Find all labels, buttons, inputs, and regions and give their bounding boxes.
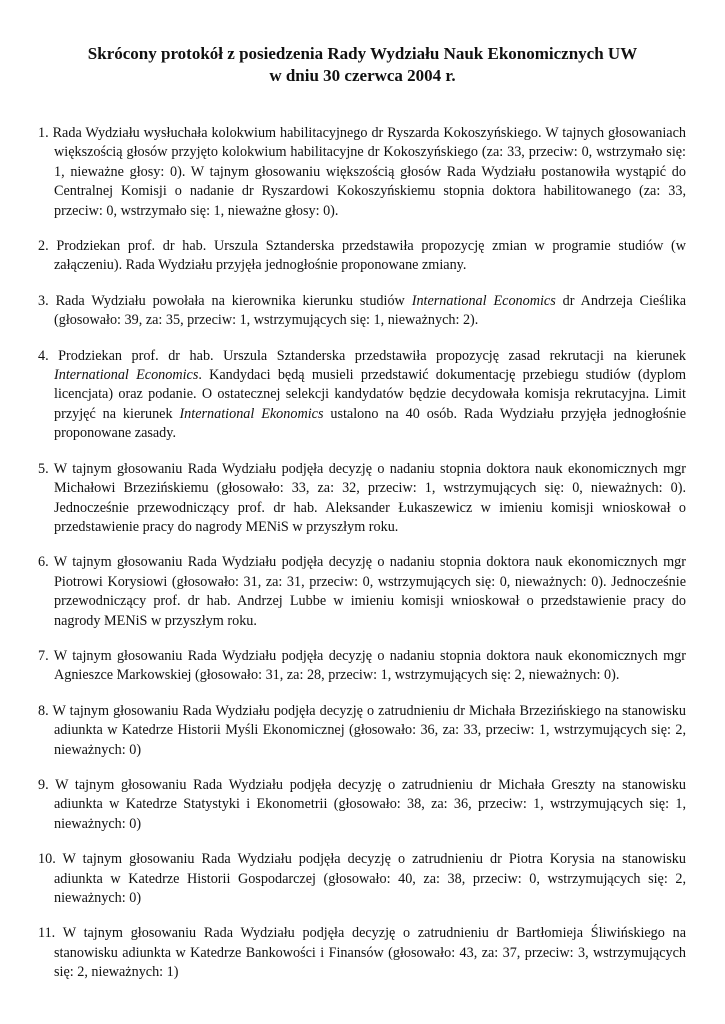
list-item-4 — [38, 347, 686, 444]
item-number: 9. — [38, 776, 49, 793]
item-number: 7. — [38, 647, 49, 664]
item-text: Prodziekan prof. dr hab. Urszula Sztanderska przedstawiła propozycję zasad rekrutacji na kierunek — [58, 347, 687, 364]
resolution-list — [38, 124, 686, 999]
item-text: dr Andrzeja Cieślika (głosowało: 39, za: 35, przeciw: 1, wstrzymujących się: 1, nieważnych: 2). — [54, 292, 687, 329]
item-number: 11. — [38, 925, 56, 942]
item-text: Rada Wydziału wysłuchała kolokwium habilitacyjnego dr Ryszarda Kokoszyńskiego. W tajnych głosowaniach większością głosów przyjęto kolokwium habilitacyjne dr Kokoszyńskiego (za: 33, przeciw: 0, wstrzymało się: 1, nieważne głosy: 0). W tajnym głosowaniu większością głosów Rada Wydziału postanowiła wystąpić do Centralnej Komisji o nadanie dr Ryszardowi Kokoszyńskiemu stopnia doktora habilitowanego (za: 33, przeciw: 0, wstrzymało się: 1, nieważne głosy: 0). — [52, 125, 686, 219]
item-italic-term: International Economics — [411, 292, 556, 309]
item-italic-term: International Ekonomics — [179, 405, 324, 422]
item-text: W tajnym głosowaniu Rada Wydziału podjęła decyzję o nadaniu stopnia doktora nauk ekonomicznych mgr Michałowi Brzezińskiemu (głosowało: 33, za: 32, przeciw: 1, wstrzymujących się: 0, nieważnych: 0). Jednocześnie przewodniczący prof. dr hab. Aleksander Łukaszewicz w imieniu komisji wnioskował o przedstawienie pracy do nagrody MENiS w przyszłym roku. — [53, 460, 686, 535]
title-line-1: Skrócony protokół z posiedzenia Rady Wydziału Nauk Ekonomicznych UW — [87, 44, 638, 63]
item-number: 4. — [38, 347, 49, 364]
item-text: W tajnym głosowaniu Rada Wydziału podjęła decyzję o zatrudnieniu dr Michała Greszty na stanowisku adiunkta w Katedrze Statystyki i Ekonometrii (głosowało: 38, za: 36, przeciw: 1, wstrzymujących się: 1, nieważnych: 0) — [54, 776, 687, 832]
item-italic-term: International Economics — [54, 367, 199, 384]
list-item-1 — [38, 124, 686, 221]
item-number: 8. — [38, 702, 49, 719]
list-item-5 — [38, 460, 686, 538]
item-text: W tajnym głosowaniu Rada Wydziału podjęła decyzję o zatrudnieniu dr Michała Brzezińskiego na stanowisku adiunkta w Katedrze Historii Myśli Ekonomicznej (głosowało: 36, za: 33, przeciw: 1, wstrzymujących się: 2, nieważnych: 0) — [52, 702, 686, 758]
item-number: 6. — [38, 554, 49, 571]
item-number: 2. — [38, 238, 49, 255]
item-text: W tajnym głosowaniu Rada Wydziału podjęła decyzję o zatrudnieniu dr Piotra Korysia na stanowisku adiunkta w Katedrze Historii Gospodarczej (głosowało: 40, za: 38, przeciw: 0, wstrzymujących się: 2, nieważnych: 0) — [54, 851, 686, 906]
list-item-2 — [38, 237, 686, 276]
list-item-11 — [38, 924, 686, 982]
title-line-2: w dniu 30 czerwca 2004 r. — [269, 66, 456, 85]
list-item-9 — [38, 776, 686, 834]
document-title — [40, 43, 685, 87]
item-text: W tajnym głosowaniu Rada Wydziału podjęła decyzję o nadaniu stopnia doktora nauk ekonomicznych mgr Piotrowi Korysiowi (głosowało: 31, za: 31, przeciw: 0, wstrzymujących się: 0, nieważnych: 0). Jednocześnie przewodniczący prof. dr hab. Andrzej Lubbe w imieniu komisji wnioskował o przedstawienie pracy do nagrody MENiS w przyszłym roku. — [53, 554, 686, 629]
list-item-10 — [38, 850, 686, 908]
item-number: 3. — [38, 292, 49, 309]
list-item-8 — [38, 702, 686, 760]
item-text: Rada Wydziału powołała na kierownika kierunku studiów — [55, 292, 412, 309]
item-number: 1. — [38, 125, 49, 141]
item-text: Prodziekan prof. dr hab. Urszula Sztanderska przedstawiła propozycję zmian w programie studiów (w załączeniu). Rada Wydziału przyjęła jednogłośnie proponowane zmiany. — [54, 238, 687, 274]
list-item-3 — [38, 292, 686, 331]
list-item-6 — [38, 553, 686, 631]
item-text: W tajnym głosowaniu Rada Wydziału podjęła decyzję o zatrudnieniu dr Bartłomieja Śliwińskiego na stanowisku adiunkta w Katedrze Bankowości i Finansów (głosowało: 43, za: 37, przeciw: 3, wstrzymujących się: 2, nieważnych: 1) — [54, 925, 686, 981]
item-number: 10. — [38, 851, 56, 868]
item-text: ustalono na 40 osób. Rada Wydziału przyjęła jednogłośnie proponowane zasady. — [54, 405, 686, 442]
item-text: . Kandydaci będą musieli przedstawić dokumentację przebiegu studiów (dyplom licencjata) oraz podanie. O ostatecznej selekcji kandydatów będzie decydowała komisja rekrutacyjna. Limit przyjęć na kierunek — [54, 367, 687, 422]
list-item-7 — [38, 647, 686, 686]
item-number: 5. — [38, 460, 49, 477]
item-text: W tajnym głosowaniu Rada Wydziału podjęła decyzję o nadaniu stopnia doktora nauk ekonomicznych mgr Agnieszce Markowskiej (głosowało: 31, za: 28, przeciw: 1, wstrzymujących się: 2, nieważnych: 0). — [53, 647, 686, 684]
